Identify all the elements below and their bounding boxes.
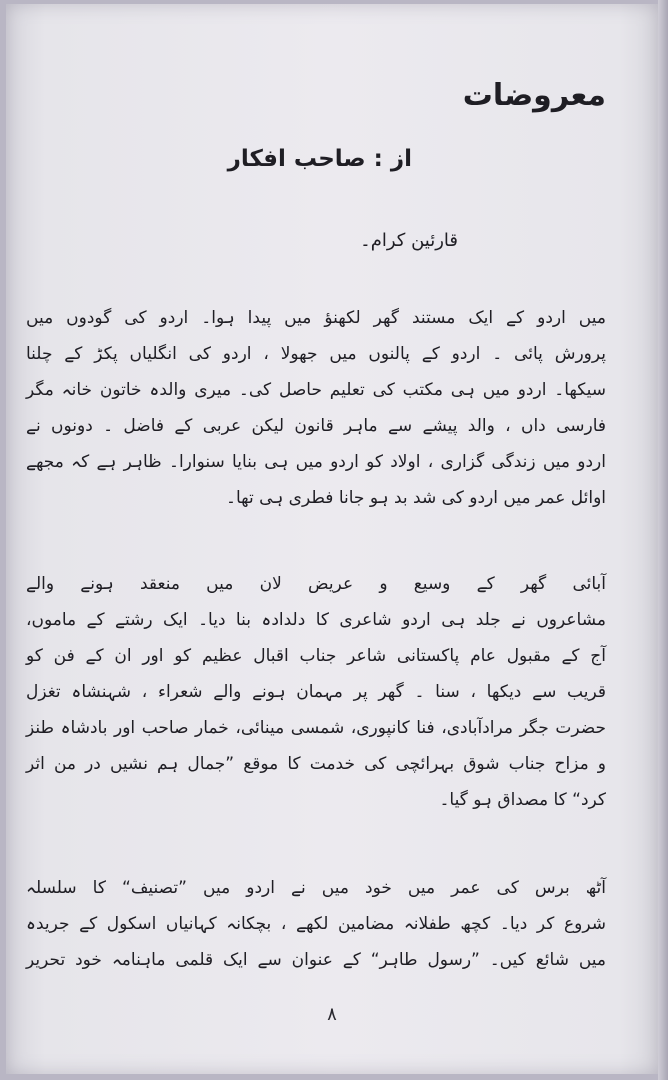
paragraph-3 xyxy=(26,870,606,978)
paragraph-line: مشاعروں نے جلد ہی اردو شاعری کا دلدادہ بنا دیا۔ ایک رشتے کے ماموں، xyxy=(26,610,606,630)
paragraph-line: آج کے مقبول عام پاکستانی شاعر جناب اقبال عظیم کو اور ان کے فن کو xyxy=(26,646,606,666)
paragraph-line: سیکھا۔ اردو میں ہی مکتب کی تعلیم حاصل کی۔ میری والدہ خاتون خانہ مگر xyxy=(26,380,606,400)
paragraph-line: اردو میں زندگی گزاری ، اولاد کو اردو میں ہی بنایا سنوارا۔ ظاہر ہے کہ مجھے xyxy=(26,452,606,472)
paragraph-line: قریب سے دیکھا ، سنا ۔ گھر پر مہمان ہونے والے شعراء ، شہنشاہ تغزل xyxy=(26,682,606,702)
paragraph-line: حضرت جگر مرادآبادی، فنا کانپوری، شمسی مینائی، خمار صاحب اور بادشاہ طنز xyxy=(26,718,606,738)
paragraph-2 xyxy=(26,566,606,818)
page-number: ۸ xyxy=(327,1004,337,1025)
paragraph-line: و مزاح جناب شوق بہرائچی کی خدمت کا موقع ”جمال ہم نشیں در من اثر xyxy=(26,754,606,774)
paragraph-line: آبائی گھر کے وسیع و عریض لان میں منعقد ہونے والے xyxy=(26,574,606,594)
author-line: از : صاحب افکار xyxy=(227,146,412,172)
paragraph-line: میں شائع کیں۔ ”رسول طاہر“ کے عنوان سے ایک قلمی ماہنامہ خود تحریر xyxy=(26,950,606,970)
paragraph-line: پرورش پائی ۔ اردو کے پالنوں میں جھولا ، اردو کی انگلیاں پکڑ کے چلنا xyxy=(26,344,606,364)
paragraph-line: اوائل عمر میں اردو کی شد بد ہو جانا فطری ہی تھا۔ xyxy=(226,488,606,508)
paragraph-line: شروع کر دیا۔ کچھ طفلانہ مضامین لکھے ، بچکانہ کہانیاں اسکول کے جریدہ xyxy=(26,914,606,934)
paragraph-line: کرد“ کا مصداق ہو گیا۔ xyxy=(439,790,606,810)
book-page xyxy=(6,4,658,1074)
page-heading: معروضات xyxy=(462,78,606,113)
greeting-line: قارئین کرام۔ xyxy=(360,230,458,251)
paragraph-1 xyxy=(26,300,606,516)
paragraph-line: آٹھ برس کی عمر میں خود میں نے اردو میں ”تصنیف“ کا سلسلہ xyxy=(26,878,606,898)
page-spine-shadow xyxy=(658,0,668,1080)
paragraph-line: میں اردو کے ایک مستند گھر لکھنؤ میں پیدا ہوا۔ اردو کی گودوں میں xyxy=(26,308,606,328)
paragraph-line: فارسی داں ، والد پیشے سے ماہر قانون لیکن عربی کے فاضل ۔ دونوں نے xyxy=(26,416,606,436)
